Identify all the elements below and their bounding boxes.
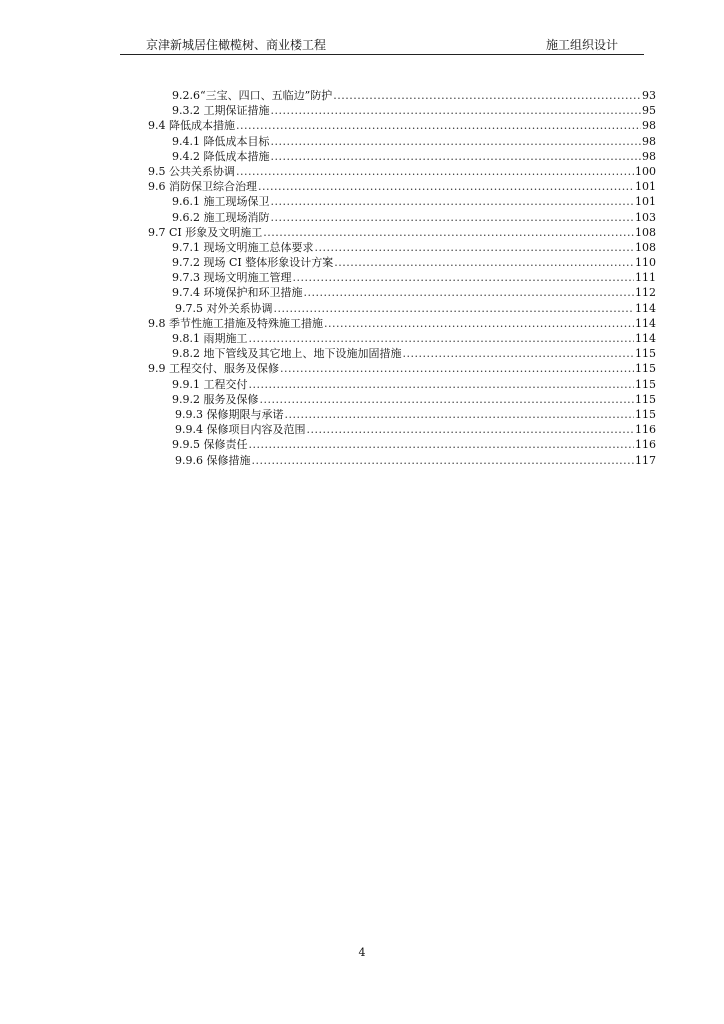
toc-entry[interactable]	[148, 407, 656, 422]
toc-entry[interactable]	[148, 88, 656, 103]
toc-entry[interactable]	[148, 422, 656, 437]
toc-entry[interactable]	[148, 149, 656, 164]
toc-entry-page: 115	[635, 362, 656, 376]
toc-entry-page: 114	[635, 332, 656, 345]
toc-entry[interactable]	[148, 210, 656, 225]
toc-entry-page: 101	[635, 180, 656, 194]
toc-entry-page: 101	[635, 195, 656, 209]
toc-entry[interactable]	[148, 270, 656, 285]
toc-entry-page: 95	[642, 104, 656, 118]
toc-entry-label: 9.6.1 施工现场保卫	[172, 195, 270, 209]
toc-entry-page: 110	[635, 256, 656, 270]
toc-entry[interactable]	[148, 134, 656, 149]
toc-entry-page: 115	[635, 377, 656, 391]
toc-entry-page: 93	[642, 89, 656, 102]
toc-entry[interactable]	[148, 361, 656, 376]
toc-entry-label: 9.6.2 施工现场消防	[172, 210, 270, 224]
toc-entry-page: 98	[642, 134, 656, 148]
toc-entry-label: 9.8.1 雨期施工	[172, 332, 248, 345]
toc-entry-page: 115	[635, 392, 656, 406]
toc-entry-label: 9.9.3 保修期限与承诺	[175, 407, 284, 421]
toc-entry[interactable]	[148, 240, 656, 255]
toc-entry[interactable]	[148, 118, 656, 133]
toc-entry[interactable]	[148, 164, 656, 179]
page-number: 4	[358, 946, 366, 959]
toc-entry-label: 9.4.2 降低成本措施	[172, 149, 270, 163]
toc-entry[interactable]	[148, 392, 656, 407]
table-of-contents	[148, 88, 656, 468]
toc-entry-label: 9.4 降低成本措施	[148, 119, 235, 133]
toc-entry[interactable]	[148, 331, 656, 346]
toc-entry-label: 9.4.1 降低成本目标	[172, 134, 270, 148]
toc-entry-label: 9.2.6“三宝、四口、五临边”防护	[172, 89, 333, 102]
toc-entry-page: 98	[642, 119, 656, 133]
toc-entry-label: 9.5 公共关系协调	[148, 164, 235, 178]
toc-entry-label: 9.3.2 工期保证措施	[172, 104, 270, 118]
toc-entry[interactable]	[148, 301, 656, 316]
toc-entry-page: 115	[635, 407, 656, 421]
toc-entry-label: 9.8 季节性施工措施及特殊施工措施	[148, 316, 323, 330]
header-document-type: 施工组织设计	[545, 38, 618, 52]
toc-entry-label: 9.6 消防保卫综合治理	[148, 180, 257, 194]
toc-entry-label: 9.8.2 地下管线及其它地上、地下设施加固措施	[172, 347, 402, 361]
toc-entry[interactable]	[148, 437, 656, 452]
toc-entry-label: 9.7.2 现场 CI 整体形象设计方案	[172, 256, 334, 270]
toc-entry[interactable]	[148, 285, 656, 300]
toc-entry-page: 114	[635, 316, 656, 330]
toc-entry-label: 9.9.6 保修措施	[175, 453, 251, 467]
toc-entry-label: 9.9.4 保修项目内容及范围	[175, 423, 306, 437]
toc-entry[interactable]	[148, 179, 656, 194]
toc-entry[interactable]	[148, 255, 656, 270]
toc-entry-label: 9.9.1 工程交付	[172, 377, 248, 391]
toc-entry-page: 111	[635, 271, 656, 285]
toc-entry-page: 108	[635, 240, 656, 254]
toc-entry[interactable]	[148, 377, 656, 392]
toc-entry-page: 108	[635, 225, 656, 239]
header-project-title: 京津新城居住橄榄树、商业楼工程	[146, 38, 327, 52]
toc-entry-page: 112	[635, 286, 656, 300]
toc-entry[interactable]	[148, 346, 656, 361]
toc-entry-label: 9.7 CI 形象及文明施工	[148, 225, 263, 239]
toc-entry[interactable]	[148, 316, 656, 331]
toc-entry-page: 115	[635, 347, 656, 361]
toc-entry-label: 9.7.3 现场文明施工管理	[172, 271, 292, 285]
toc-entry-label: 9.7.5 对外关系协调	[175, 301, 273, 315]
toc-entry-label: 9.7.4 环境保护和环卫措施	[172, 286, 303, 300]
toc-entry-label: 9.9 工程交付、服务及保修	[148, 362, 279, 376]
toc-entry[interactable]	[148, 194, 656, 209]
toc-entry-label: 9.9.5 保修责任	[172, 438, 248, 452]
toc-entry-page: 116	[635, 438, 656, 452]
toc-entry-page: 100	[635, 164, 656, 178]
toc-entry[interactable]	[148, 103, 656, 118]
toc-entry-page: 117	[635, 453, 656, 467]
toc-entry-page: 98	[642, 149, 656, 163]
toc-entry[interactable]	[148, 453, 656, 468]
toc-entry[interactable]	[148, 225, 656, 240]
toc-entry-page: 116	[635, 423, 656, 437]
toc-entry-label: 9.7.1 现场文明施工总体要求	[172, 240, 314, 254]
toc-entry-page: 114	[635, 301, 656, 315]
toc-entry-label: 9.9.2 服务及保修	[172, 392, 259, 406]
toc-entry-page: 103	[635, 210, 656, 224]
page-header	[120, 34, 644, 55]
